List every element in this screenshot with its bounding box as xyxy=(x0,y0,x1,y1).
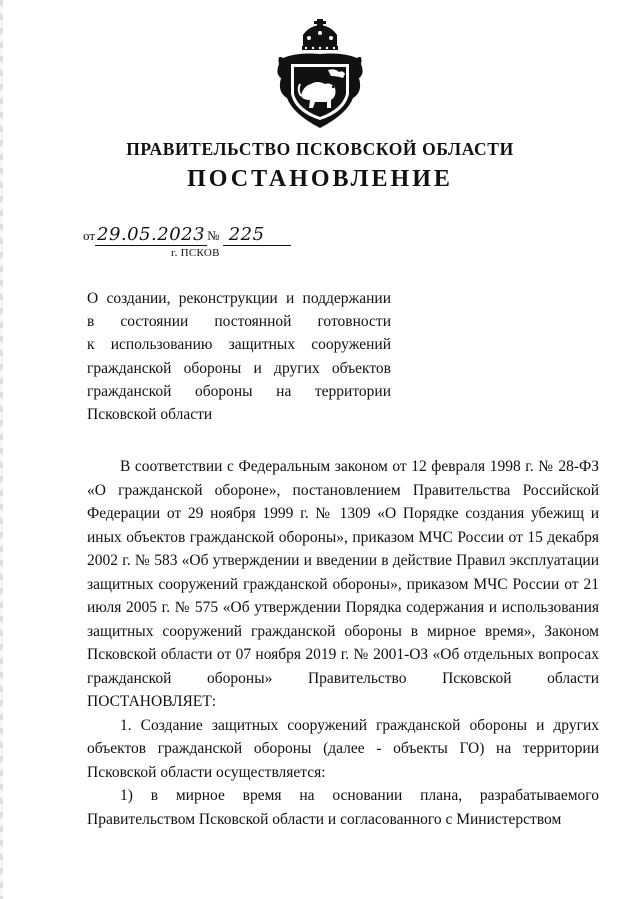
subject-line: в состоянии постоянной готовности xyxy=(87,313,391,331)
document-type-title: ПОСТАНОВЛЕНИЕ xyxy=(187,166,453,192)
body-paragraph: 1) в мирное время на основании плана, разрабатываемого Правительством Псковской области и согласованного с Министерством xyxy=(87,787,599,828)
date-prefix: от xyxy=(83,228,96,243)
crown-icon xyxy=(302,19,338,50)
document-body xyxy=(87,455,599,831)
body-paragraph: В соответствии с Федеральным законом от 12 февраля 1998 г. № 28-ФЗ «О гражданской обороне», постановлением Правительства Российской Федерации от 29 ноября 1999 г. № 1309 «О Порядке создания убежищ и иных объектов гражданской обороны», приказом МЧС России от 15 декабря 2002 г. № 583 «Об утверждении и введении в действие Правил эксплуатации защитных сооружений гражданской обороны», приказом МЧС России от 21 июля 2005 г. № 575 «Об утверждении Порядка содержания и использования защитных сооружений гражданской обороны в мирное время», Законом Псковской области от 07 ноября 2019 г. № 2001-ОЗ «Об отдельных вопросах гражданской обороны» Правительство Псковской области ПОСТАНОВЛЯЕТ: xyxy=(87,458,599,710)
subject-line: Псковской области xyxy=(87,406,213,424)
shield-icon xyxy=(277,54,362,129)
body-paragraph: 1. Создание защитных сооружений гражданской обороны и других объектов гражданской обороны (далее - объекты ГО) на территории Псковской области осуществляется: xyxy=(87,716,599,781)
subject-line: к использованию защитных сооружений xyxy=(87,336,391,354)
registration-line xyxy=(83,224,291,246)
coat-of-arms-icon xyxy=(273,18,367,130)
city-label: г. ПСКОВ xyxy=(171,247,220,259)
number-sign: № xyxy=(207,228,220,243)
document-subject xyxy=(87,287,391,426)
subject-line: гражданской обороны на территории xyxy=(87,382,391,400)
subject-line: О создании, реконструкции и поддержании xyxy=(87,290,391,307)
document-date: 29.05.2023 xyxy=(97,224,206,245)
document-number: 225 xyxy=(223,224,291,246)
government-title: ПРАВИТЕЛЬСТВО ПСКОВСКОЙ ОБЛАСТИ xyxy=(126,139,514,159)
subject-line: гражданской обороны и других объектов xyxy=(87,359,391,377)
scan-edge xyxy=(0,0,3,899)
